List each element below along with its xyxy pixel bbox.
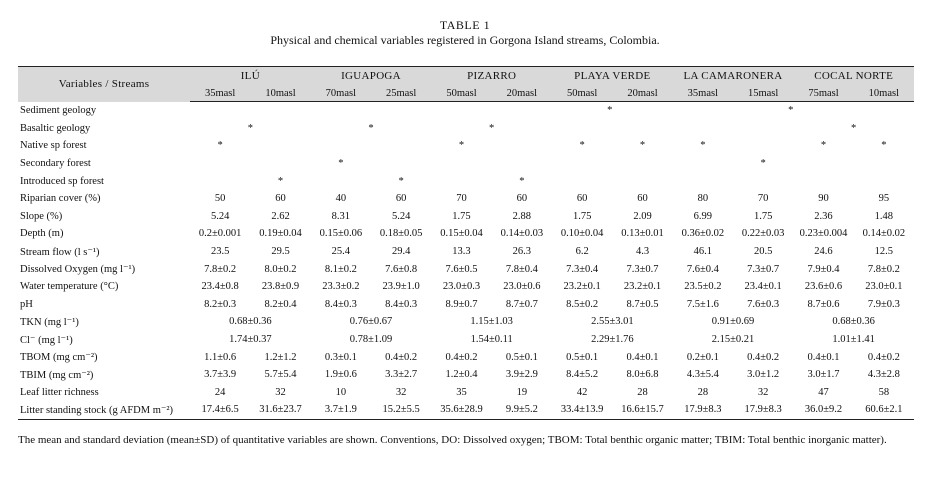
table-cell: 0.5±0.1	[566, 351, 599, 363]
table-cell: 7.3±0.4	[566, 263, 599, 275]
table-cell: 8.9±0.7	[445, 298, 478, 310]
table-cell	[612, 172, 672, 190]
table-cell: 0.4±0.2	[867, 351, 900, 363]
row-label: Leaf litter richness	[20, 386, 99, 398]
table-cell: 16.6±15.7	[612, 401, 672, 419]
table-cell: 7.8±0.2	[867, 263, 900, 275]
table-cell: 7.6±0.3	[747, 298, 780, 310]
site-header: 20masl	[492, 85, 552, 102]
table-cell	[673, 172, 733, 190]
table-row	[18, 384, 914, 402]
table-cell: 23.9±1.0	[382, 281, 420, 293]
table-cell: 8.1±0.2	[324, 263, 357, 275]
header-row-streams	[18, 67, 914, 86]
table-cell: *	[820, 140, 827, 152]
table-cell	[311, 172, 371, 190]
site-header: 75masl	[793, 85, 853, 102]
row-label: Depth (m)	[20, 228, 64, 240]
variables-table	[18, 66, 914, 420]
table-cell: 13.3	[452, 246, 471, 258]
table-cell: 32	[757, 386, 769, 398]
table-cell	[854, 155, 914, 173]
site-header: 20masl	[612, 85, 672, 102]
table-cell: 60	[637, 193, 648, 205]
table-cell: *	[639, 140, 646, 152]
table-cell: 0.2±0.001	[198, 228, 242, 240]
table-row	[18, 243, 914, 261]
table-cell	[673, 155, 733, 173]
table-cell: 0.15±0.04	[440, 228, 483, 240]
table-cell: 7.3±0.7	[626, 263, 659, 275]
table-cell: 4.3±5.4	[686, 369, 719, 381]
table-cell	[190, 102, 250, 120]
table-cell: 58	[878, 386, 890, 398]
table-cell: *	[368, 122, 374, 134]
table-row	[18, 120, 914, 138]
table-cell: 23.0±0.6	[503, 281, 541, 293]
table-cell: 29.4	[391, 246, 411, 258]
table-cell: 0.14±0.02	[862, 228, 906, 240]
table-cell: 8.31	[331, 210, 351, 222]
row-label: Litter standing stock (g AFDM m⁻²)	[18, 401, 190, 419]
table-cell: 23.5±0.2	[684, 281, 722, 293]
table-cell: 0.15±0.06	[319, 228, 363, 240]
table-cell: 8.7±0.5	[626, 298, 659, 310]
table-cell: 42	[576, 386, 588, 398]
table-cell: 7.6±0.4	[686, 263, 719, 275]
table-cell: 35.6±28.9	[431, 401, 491, 419]
table-row	[18, 366, 914, 384]
table-cell: 5.24	[210, 210, 230, 222]
table-row	[18, 208, 914, 226]
table-cell: 17.9±8.3	[733, 401, 793, 419]
table-cell: 0.22±0.03	[741, 228, 785, 240]
stream-header-pizarro: PIZARRO	[431, 67, 552, 86]
table-row	[18, 348, 914, 366]
table-cell	[371, 155, 431, 173]
table-cell: 6.99	[693, 210, 713, 222]
table-cell: 23.6±0.6	[804, 281, 843, 293]
table-cell: 60	[516, 193, 528, 205]
table-cell: 35	[456, 386, 467, 398]
table-cell: 0.76±0.67	[349, 316, 393, 328]
table-body	[18, 102, 914, 420]
table-row	[18, 190, 914, 208]
table-cell: 60	[395, 193, 407, 205]
table-cell: *	[579, 140, 585, 152]
table-cell: 9.9±5.2	[492, 401, 552, 419]
table-cell: 1.75	[572, 210, 592, 222]
table-cell: 31.6±23.7	[250, 401, 310, 419]
table-cell: 8.2±0.4	[264, 298, 297, 310]
table-cell	[311, 102, 371, 120]
row-label: Basaltic geology	[20, 122, 91, 134]
table-cell: 23.0±0.1	[865, 281, 903, 293]
table-cell	[250, 137, 310, 155]
site-header: 10masl	[250, 85, 310, 102]
table-cell: 0.23±0.004	[799, 228, 848, 240]
table-cell: *	[338, 158, 344, 170]
table-cell: 2.09	[633, 210, 652, 222]
table-cell: 70	[757, 193, 769, 205]
site-header: 35masl	[673, 85, 733, 102]
table-row	[18, 278, 914, 296]
table-cell: 7.6±0.8	[385, 263, 418, 275]
table-cell: 2.55±3.01	[591, 316, 634, 328]
table-cell: *	[519, 175, 525, 187]
table-cell: 47	[818, 386, 829, 398]
table-cell: 3.3±2.7	[385, 369, 418, 381]
table-cell: 2.36	[814, 210, 833, 222]
table-cell: *	[398, 175, 404, 187]
row-label: Dissolved Oxygen (mg l⁻¹)	[20, 264, 136, 276]
table-cell	[492, 137, 552, 155]
site-header: 15masl	[733, 85, 793, 102]
table-cell: 0.13±0.01	[621, 228, 664, 240]
table-cell	[733, 172, 793, 190]
table-cell: 0.78±1.09	[349, 334, 393, 346]
site-header: 25masl	[371, 85, 431, 102]
table-row	[18, 401, 914, 419]
table-cell: 12.5	[874, 246, 894, 258]
table-cell	[492, 102, 552, 120]
table-cell: 23.2±0.1	[623, 281, 662, 293]
table-cell	[793, 102, 853, 120]
table-cell: 8.7±0.7	[505, 298, 538, 310]
table-cell: 17.4±6.5	[190, 401, 250, 419]
table-cell: 8.5±0.2	[566, 298, 599, 310]
table-cell: 8.0±6.8	[626, 369, 659, 381]
table-cell: 23.5	[210, 246, 230, 258]
site-header: 35masl	[190, 85, 250, 102]
table-cell: 2.88	[512, 210, 532, 222]
table-cell: 33.4±13.9	[552, 401, 612, 419]
table-cell: 19	[516, 386, 528, 398]
table-cell: 7.8±0.2	[204, 263, 237, 275]
site-header: 10masl	[854, 85, 914, 102]
table-cell	[552, 172, 612, 190]
variables-streams-header: Variables / Streams	[18, 67, 190, 102]
table-cell: *	[217, 140, 223, 152]
table-cell	[552, 155, 612, 173]
table-cell	[793, 155, 853, 173]
table-cell: 1.48	[874, 210, 894, 222]
table-cell: 28	[637, 386, 648, 398]
table-cell: 1.2±1.2	[264, 351, 297, 363]
table-cell	[854, 102, 914, 120]
table-row	[18, 296, 914, 314]
table-cell: 3.0±1.7	[807, 369, 840, 381]
table-cell: *	[607, 105, 613, 117]
table-row	[18, 102, 914, 120]
table-cell	[431, 172, 491, 190]
table-cell: 4.3±2.8	[867, 369, 900, 381]
table-row	[18, 313, 914, 331]
table-cell: 3.7±1.9	[311, 401, 371, 419]
table-cell: 3.9±2.9	[505, 369, 538, 381]
table-cell: 32	[395, 386, 407, 398]
row-label: Slope (%)	[20, 210, 63, 222]
row-label: TKN (mg l⁻¹)	[20, 316, 79, 328]
table-cell: *	[247, 122, 253, 134]
table-cell: 5.24	[391, 210, 411, 222]
table-cell	[673, 120, 794, 138]
table-cell: 50	[214, 193, 226, 205]
table-cell: 0.4±0.1	[626, 351, 659, 363]
table-cell: 8.4±5.2	[566, 369, 599, 381]
table-cell: 1.74±0.37	[229, 334, 272, 346]
table-cell: *	[458, 140, 465, 152]
row-label: pH	[20, 298, 33, 310]
table-cell: 5.7±5.4	[264, 369, 297, 381]
row-label: Cl⁻ (mg l⁻¹)	[20, 334, 73, 346]
table-cell: 8.4±0.3	[324, 298, 357, 310]
table-cell: 0.4±0.2	[747, 351, 780, 363]
table-cell	[190, 172, 250, 190]
table-cell: 2.29±1.76	[591, 334, 634, 346]
table-cell: 95	[878, 193, 890, 205]
site-header: 50masl	[431, 85, 491, 102]
table-cell	[673, 102, 733, 120]
table-cell: 7.8±0.4	[505, 263, 538, 275]
table-cell: 46.1	[693, 246, 713, 258]
table-cell: 7.5±1.6	[686, 298, 719, 310]
table-cell: *	[851, 122, 857, 134]
table-cell: 17.9±8.3	[673, 401, 733, 419]
table-cell: 23.2±0.1	[563, 281, 601, 293]
table-cell: 7.6±0.5	[445, 263, 478, 275]
table-cell	[371, 137, 431, 155]
table-cell: 8.4±0.3	[385, 298, 418, 310]
stream-header-iguapoga: IGUAPOGA	[311, 67, 432, 86]
table-row	[18, 172, 914, 190]
table-cell: 0.36±0.02	[681, 228, 725, 240]
table-cell: 0.18±0.05	[379, 228, 423, 240]
table-cell	[552, 120, 673, 138]
table-title: TABLE 1	[439, 18, 491, 32]
table-cell: *	[760, 158, 766, 170]
table-cell: 1.9±0.6	[324, 369, 357, 381]
row-label: Sediment geology	[20, 105, 97, 117]
table-row	[18, 260, 914, 278]
table-cell: 20.5	[753, 246, 773, 258]
table-cell: 25.4	[331, 246, 351, 258]
row-label: TBOM (mg cm⁻²)	[20, 352, 98, 364]
table-row	[18, 137, 914, 155]
table-cell	[371, 102, 431, 120]
table-cell: 24.6	[814, 246, 833, 258]
table-cell: 1.75	[452, 210, 471, 222]
table-cell: 3.7±3.9	[204, 369, 237, 381]
table-cell	[612, 155, 672, 173]
table-subtitle: Physical and chemical variables registered in Gorgona Island streams, Colombia.	[270, 33, 660, 47]
table-row	[18, 155, 914, 173]
table-cell: 23.8±0.9	[261, 281, 300, 293]
table-cell: 8.7±0.6	[807, 298, 840, 310]
table-cell: 0.4±0.1	[807, 351, 840, 363]
table-cell: 0.5±0.1	[505, 351, 538, 363]
row-label: Introduced sp forest	[20, 175, 104, 187]
table-cell: 10	[335, 386, 347, 398]
table-cell	[854, 172, 914, 190]
table-cell: 0.68±0.36	[832, 316, 875, 328]
table-cell: 28	[697, 386, 709, 398]
table-cell	[250, 155, 310, 173]
table-cell: 2.15±0.21	[711, 334, 755, 346]
table-cell: 0.4±0.2	[385, 351, 418, 363]
stream-header-playa-verde: PLAYA VERDE	[552, 67, 673, 86]
table-cell: 1.15±1.03	[470, 316, 513, 328]
table-cell: 60.6±2.1	[854, 401, 914, 419]
row-label: Water temperature (°C)	[20, 281, 119, 293]
table-cell	[492, 155, 552, 173]
row-label: TBIM (mg cm⁻²)	[20, 369, 94, 381]
table-cell: 29.5	[271, 246, 290, 258]
table-cell: 26.3	[512, 246, 532, 258]
table-cell: 0.91±0.69	[711, 316, 755, 328]
table-cell: 8.0±0.2	[264, 263, 297, 275]
table-cell: 0.68±0.36	[229, 316, 272, 328]
table-cell: 60	[576, 193, 588, 205]
stream-header-la-camaronera: LA CAMARONERA	[673, 67, 794, 86]
table-cell	[250, 102, 310, 120]
table-cell: 90	[818, 193, 829, 205]
row-label: Native sp forest	[20, 140, 87, 152]
table-cell: 0.19±0.04	[259, 228, 302, 240]
table-cell: 3.0±1.2	[747, 369, 780, 381]
table-cell: *	[277, 175, 284, 187]
table-row	[18, 225, 914, 243]
site-header: 70masl	[311, 85, 371, 102]
table-cell: 24	[214, 386, 226, 398]
table-container	[18, 66, 914, 420]
table-cell: 80	[697, 193, 709, 205]
table-cell: *	[489, 122, 495, 134]
table-cell	[431, 102, 491, 120]
table-cell: 23.3±0.2	[322, 281, 360, 293]
table-cell	[190, 155, 250, 173]
table-cell: 6.2	[575, 246, 589, 258]
table-cell: 32	[275, 386, 286, 398]
table-cell: 70	[456, 193, 467, 205]
site-header: 50masl	[552, 85, 612, 102]
table-cell: 1.75	[753, 210, 773, 222]
table-cell	[733, 137, 793, 155]
table-cell: 1.2±0.4	[445, 369, 478, 381]
table-cell: 7.9±0.3	[867, 298, 900, 310]
table-cell: 0.14±0.03	[500, 228, 544, 240]
row-label: Secondary forest	[20, 158, 91, 170]
table-row	[18, 331, 914, 349]
table-cell: 36.0±9.2	[793, 401, 853, 419]
table-cell	[311, 137, 371, 155]
table-cell: 7.3±0.7	[747, 263, 780, 275]
table-cell: 1.1±0.6	[204, 351, 237, 363]
row-label: Riparian cover (%)	[20, 193, 101, 205]
table-cell: 7.9±0.4	[807, 263, 840, 275]
table-cell: 40	[335, 193, 347, 205]
row-label: Stream flow (l s⁻¹)	[20, 246, 100, 258]
table-cell: *	[700, 140, 706, 152]
table-cell: *	[881, 140, 887, 152]
table-cell: 23.4±0.8	[201, 281, 239, 293]
stream-header-ilu: ILÚ	[190, 67, 311, 86]
table-cell: 23.0±0.3	[442, 281, 481, 293]
table-cell: 0.4±0.2	[445, 351, 478, 363]
table-cell	[431, 155, 491, 173]
stream-header-cocal-norte: COCAL NORTE	[793, 67, 914, 86]
table-cell: 0.2±0.1	[686, 351, 719, 363]
table-cell: 0.10±0.04	[560, 228, 604, 240]
table-cell: 1.54±0.11	[470, 334, 513, 346]
table-cell: 0.3±0.1	[324, 351, 357, 363]
table-cell: 23.4±0.1	[744, 281, 782, 293]
table-cell: 2.62	[271, 210, 290, 222]
table-cell	[793, 172, 853, 190]
table-cell: 8.2±0.3	[204, 298, 237, 310]
table-cell: *	[788, 105, 794, 117]
table-cell: 60	[275, 193, 286, 205]
table-footnote: The mean and standard deviation (mean±SD) of quantitative variables are shown. Conventions, DO: Dissolved oxygen; TBOM: Total benthic organic matter; TBIM: Total benthic inorganic matter).	[18, 434, 887, 446]
table-cell: 4.3	[635, 246, 650, 258]
table-cell: 15.2±5.5	[371, 401, 431, 419]
table-cell	[612, 102, 672, 120]
table-cell: 1.01±1.41	[832, 334, 875, 346]
